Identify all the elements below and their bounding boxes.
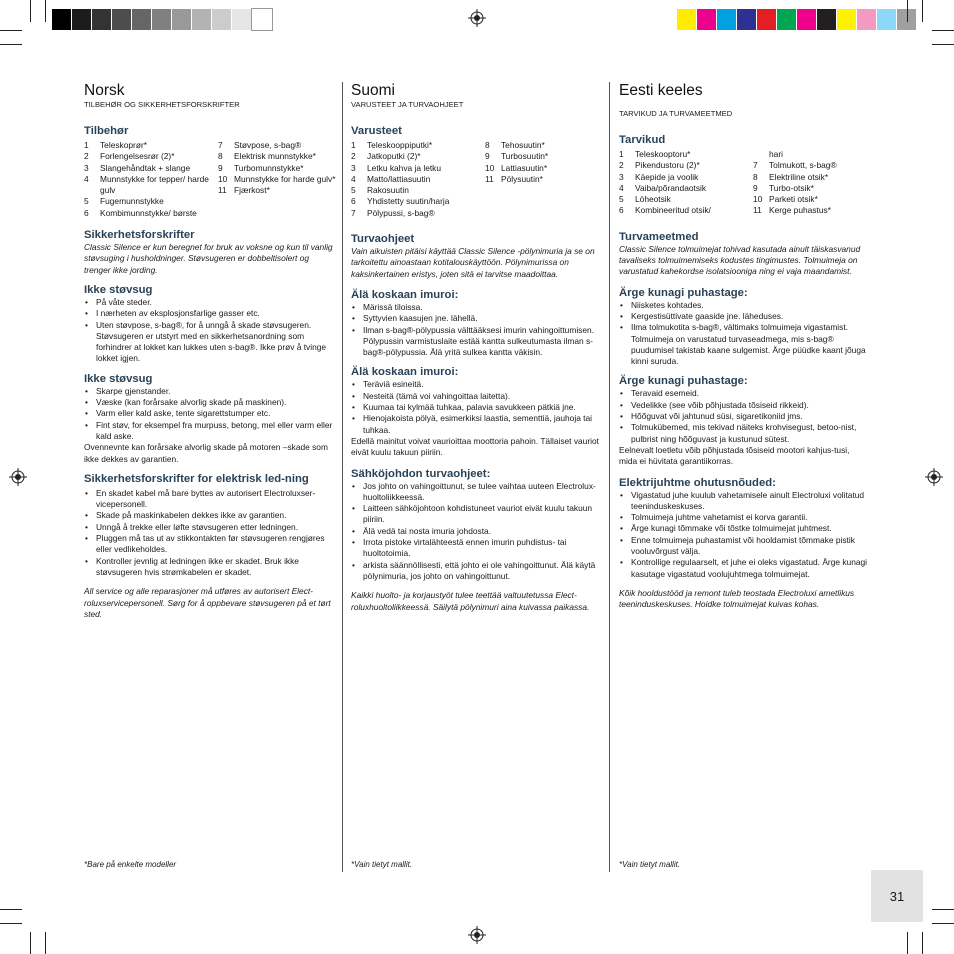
list-item: • Skade på maskinkabelen dekkes ikke av garantien. bbox=[84, 510, 336, 521]
crop-mark bbox=[932, 44, 954, 45]
color-swatch bbox=[677, 9, 697, 30]
heading-varusteet: Varusteet bbox=[351, 125, 402, 137]
accessory-item bbox=[84, 140, 218, 151]
list-item: • Skarpe gjenstander. bbox=[84, 386, 336, 397]
accessory-item bbox=[485, 151, 603, 162]
list-item: • arkista säännöllisesti, että johto ei ole vahingoittunut. Älä käytä pölynimuria, jos johto on vahingoittunut. bbox=[351, 560, 603, 583]
color-swatch bbox=[757, 9, 777, 30]
item-number: 2 bbox=[84, 151, 89, 162]
item-label: Pölypussi, s-bag® bbox=[367, 207, 435, 218]
item-label: Lattiasuutin* bbox=[501, 162, 548, 173]
crop-mark bbox=[932, 923, 954, 924]
crop-mark bbox=[0, 30, 22, 31]
grayscale-calibration-bar bbox=[52, 9, 272, 30]
item-number: 3 bbox=[619, 171, 624, 182]
list-item: • Ilman s-bag®-pölypussia välttääksesi imurin vahingoittumisen. Pölypussin varmistuslaite estää kantta sulkeutumasta ilman s-bag®-pölypussia. Älä yritä sulkea kantta väkisin. bbox=[351, 325, 603, 359]
accessory-list-left bbox=[84, 140, 218, 219]
item-label: Turbosuutin* bbox=[501, 151, 549, 162]
item-number: 3 bbox=[84, 162, 89, 173]
heading-arge-kunagi: Ärge kunagi puhastage: bbox=[619, 286, 748, 299]
color-swatch bbox=[857, 9, 877, 30]
item-number: 8 bbox=[753, 171, 758, 182]
list-item: • Varm eller kald aske, tente sigarettstumper etc. bbox=[84, 408, 336, 419]
item-label: Kerge puhastus* bbox=[769, 205, 831, 216]
item-number: 8 bbox=[485, 140, 490, 150]
list-item: • Niisketes kohtades. bbox=[619, 300, 871, 311]
suomi-column bbox=[351, 82, 603, 613]
item-label: Pölysuutin* bbox=[501, 173, 543, 184]
color-swatch bbox=[92, 9, 112, 30]
bullet-list bbox=[351, 379, 603, 435]
footnote: *Bare på enkelte modeller bbox=[84, 860, 177, 869]
accessory-item bbox=[218, 163, 336, 174]
crop-mark bbox=[922, 932, 923, 954]
accessory-item bbox=[218, 151, 336, 162]
paragraph: Eelnevalt loetletu võib põhjustada tõsiseid mootori kahjus-tusi, mida ei hüvitata garantiikorras. bbox=[619, 444, 850, 467]
list-item: • I nærheten av eksplosjonsfarlige gasser etc. bbox=[84, 308, 336, 319]
crop-mark bbox=[907, 932, 908, 954]
item-number: 2 bbox=[619, 160, 624, 171]
item-label: Forlengelsesrør (2)* bbox=[100, 151, 175, 162]
item-number: 6 bbox=[351, 196, 356, 207]
accessory-item bbox=[753, 160, 871, 171]
item-label: Elektriline otsik* bbox=[769, 171, 829, 182]
accessory-item bbox=[485, 140, 603, 151]
item-number: 10 bbox=[753, 194, 763, 205]
list-item: • Syttyvien kaasujen jne. lähellä. bbox=[351, 313, 603, 324]
list-item: • Fint støv, for eksempel fra murpuss, betong, mel eller varm eller kald aske. bbox=[84, 420, 336, 443]
heading-sikkerhet: Sikkerhetsforskrifter bbox=[84, 229, 195, 242]
heading-ala-koskaan: Älä koskaan imuroi: bbox=[351, 366, 459, 379]
color-swatch bbox=[777, 9, 797, 30]
accessory-item bbox=[351, 174, 485, 185]
safety-intro: Classic Silence tolmuimejat tohivad kasutada ainult täiskasvanud tavaliseks tolmuimemiseks kodustes tingimustes. Tolmuimeja on varustatud kahekordse isolatsiooniga ning ei vaja maandamist. bbox=[619, 243, 861, 277]
accessory-item bbox=[619, 172, 753, 183]
item-label: Teleskooppiputki* bbox=[367, 140, 433, 150]
item-label: Turbo-otsik* bbox=[769, 182, 814, 193]
item-label: Rakosuutin bbox=[367, 185, 409, 196]
list-item: • Væske (kan forårsake alvorlig skade på maskinen). bbox=[84, 397, 336, 408]
accessory-item bbox=[619, 205, 753, 216]
accessory-item bbox=[84, 151, 218, 162]
heading-turvameetmed: Turvameetmed bbox=[619, 230, 699, 243]
crop-mark bbox=[30, 932, 31, 954]
bullet-list bbox=[351, 481, 603, 583]
item-label: Slangehåndtak + slange bbox=[100, 162, 191, 173]
footnote: *Vain tietyt mallit. bbox=[351, 860, 413, 869]
service-note: Kõik hooldustööd ja remont tuleb teostada Electroluxi ametlikus teeninduskeskuses. Hoidke tolmuimejat kuivas kohas. bbox=[619, 587, 855, 610]
item-number: 7 bbox=[218, 140, 223, 150]
heading-elektrijuhe: Elektrijuhtme ohutusnõuded: bbox=[619, 476, 776, 489]
color-swatch bbox=[252, 9, 272, 30]
item-number: 10 bbox=[485, 162, 495, 173]
list-item: • Pluggen må tas ut av stikkontakten før støvsugeren rengjøres eller vedlikeholdes. bbox=[84, 533, 336, 556]
section-title: Eesti keeles bbox=[619, 82, 703, 99]
item-number: 7 bbox=[351, 207, 356, 218]
bullet-list bbox=[84, 386, 336, 442]
item-number: 11 bbox=[485, 173, 494, 184]
color-swatch bbox=[132, 9, 152, 30]
accessory-item bbox=[84, 174, 218, 197]
accessory-item bbox=[753, 194, 871, 205]
item-label: Teleskooptoru* bbox=[635, 149, 691, 159]
registration-mark-icon bbox=[468, 926, 486, 944]
item-label: Fugemunnstykke bbox=[100, 196, 164, 207]
crop-mark bbox=[922, 0, 923, 22]
bullet-list bbox=[619, 300, 871, 368]
item-label: Tolmukott, s-bag® bbox=[769, 160, 837, 171]
color-swatch bbox=[192, 9, 212, 30]
section-subtitle: TARVIKUD JA TURVAMEETMED bbox=[619, 109, 733, 118]
list-item: • Ilma tolmukotita s-bag®, vältimaks tolmuimeja vigastamist. Tolmuimeja on varustatud turvaseadmega, mis s-bag® puudumisel takistab kaane sulgemist. Ärge püüdke kaant jõuga kinni suruda. bbox=[619, 322, 871, 367]
footnote: *Vain tietyt mallit. bbox=[619, 860, 681, 869]
accessory-item bbox=[753, 172, 871, 183]
item-label: Yhdistetty suutin/harja bbox=[367, 196, 450, 207]
safety-intro: Vain aikuisten pitäisi käyttää Classic Silence -pölynimuria ja se on tarkoitettu ainoastaan kotitalouskäyttöön. Pölynimurissa on kaksinkertainen eristys, joten sitä ei tarvitse maadoittaa. bbox=[351, 246, 595, 279]
color-swatch bbox=[737, 9, 757, 30]
heading-elektrisk: Sikkerhetsforskrifter for elektrisk led-ning bbox=[84, 472, 309, 485]
accessory-item bbox=[218, 140, 336, 151]
item-label: Munnstykke for harde gulv* bbox=[234, 173, 336, 184]
color-calibration-bar bbox=[677, 9, 917, 30]
accessory-list-right bbox=[485, 140, 603, 219]
heading-ikke-stovsug: Ikke støvsug bbox=[84, 283, 153, 296]
item-label: Fjærkost* bbox=[234, 185, 270, 196]
item-number: 9 bbox=[753, 182, 758, 193]
service-note: Kaikki huolto- ja korjaustyöt tulee teettää valtuutetussa Elect-roluxhuoltoliikkeessä. Säilytä pölynimuri aina kuivassa paikassa. bbox=[351, 590, 590, 612]
item-number: 6 bbox=[619, 205, 624, 216]
accessory-item bbox=[485, 174, 603, 185]
eesti-column bbox=[619, 82, 871, 611]
item-label: Teleskoprør* bbox=[100, 140, 148, 150]
crop-mark bbox=[932, 909, 954, 910]
item-number: 9 bbox=[218, 162, 223, 173]
accessory-item bbox=[351, 151, 485, 162]
color-swatch bbox=[172, 9, 192, 30]
item-label: Munnstykke for tepper/ harde gulv bbox=[100, 173, 209, 196]
registration-mark-icon bbox=[925, 468, 943, 486]
item-number: 10 bbox=[218, 173, 228, 184]
item-label: Kombineeritud otsik/ bbox=[635, 205, 711, 216]
item-label: Turbomunnstykke* bbox=[234, 162, 304, 173]
heading-sahkojohto: Sähköjohdon turvaohjeet: bbox=[351, 467, 491, 480]
registration-mark-icon bbox=[9, 468, 27, 486]
item-number: 5 bbox=[619, 194, 624, 205]
list-item: • Kergestisüttivate gaaside jne. läheduses. bbox=[619, 311, 871, 322]
accessory-list-right bbox=[753, 149, 871, 217]
safety-intro: Classic Silence er kun beregnet for bruk av voksne og kun til vanlig støvsuging i husholdninger. Støvsugeren er dobbeltisolert og trenger ikke jording. bbox=[84, 242, 333, 275]
accessory-list bbox=[351, 140, 603, 219]
item-label: Letku kahva ja letku bbox=[367, 162, 442, 173]
paragraph: Ovennevnte kan forårsake alvorlig skade på motoren –skade som ikke dekkes av garantien. bbox=[84, 442, 328, 464]
item-number: 4 bbox=[351, 173, 356, 184]
item-label: Parketi otsik* bbox=[769, 194, 818, 205]
color-swatch bbox=[797, 9, 817, 30]
item-number: 2 bbox=[351, 151, 356, 162]
bullet-list bbox=[619, 490, 871, 580]
section-subtitle: VARUSTEET JA TURVAOHJEET bbox=[351, 100, 464, 109]
heading-ala-koskaan: Älä koskaan imuroi: bbox=[351, 288, 459, 301]
accessory-list-right bbox=[218, 140, 336, 219]
color-swatch bbox=[717, 9, 737, 30]
accessory-item bbox=[84, 208, 218, 219]
item-number: 11 bbox=[218, 185, 227, 196]
crop-mark bbox=[0, 923, 22, 924]
accessory-item bbox=[84, 196, 218, 207]
registration-mark-icon bbox=[468, 9, 486, 27]
list-item: • Märissä tiloissa. bbox=[351, 302, 603, 313]
accessory-item bbox=[619, 194, 753, 205]
list-item: • Kuumaa tai kylmää tuhkaa, palavia savukkeen pätkiä jne. bbox=[351, 402, 603, 413]
crop-mark bbox=[907, 0, 908, 22]
item-label: Löheotsik bbox=[635, 194, 671, 205]
item-number: 4 bbox=[619, 182, 624, 193]
item-number: 1 bbox=[619, 149, 624, 159]
crop-mark bbox=[45, 932, 46, 954]
item-number: 5 bbox=[84, 196, 89, 207]
color-swatch bbox=[72, 9, 92, 30]
color-swatch bbox=[112, 9, 132, 30]
item-label: Elektrisk munnstykke* bbox=[234, 151, 316, 162]
list-item: • Irrota pistoke virtalähteestä ennen imurin puhdistus- tai huoltotoimia. bbox=[351, 537, 603, 560]
list-item: • Tolmukübemed, mis tekivad näiteks krohvisegust, betoo-nist, pulbrist ning hõõguvast ja kustunud sütest. bbox=[619, 422, 871, 445]
bullet-list bbox=[619, 388, 871, 444]
accessory-item bbox=[218, 174, 336, 185]
color-swatch bbox=[212, 9, 232, 30]
heading-arge-kunagi: Ärge kunagi puhastage: bbox=[619, 375, 748, 388]
accessory-item bbox=[351, 140, 485, 151]
list-item: • Hõõguvat või jahtunud süsi, sigaretikoniid jms. bbox=[619, 411, 871, 422]
list-item: • Unngå å trekke eller løfte støvsugeren etter ledningen. bbox=[84, 522, 336, 533]
list-item: • Kontrollige regulaarselt, et juhe ei oleks vigastatud. Ärge kunagi kasutage vigastatud voolujuhtmega tolmuimejat. bbox=[619, 557, 871, 580]
accessory-item bbox=[485, 163, 603, 174]
item-number bbox=[753, 149, 769, 160]
norsk-column bbox=[84, 82, 336, 620]
paragraph: Edellä mainitut voivat vaurioittaa moottoria pahoin. Tällaiset vauriot eivät kuulu takuun piiriin. bbox=[351, 435, 599, 458]
bullet-list bbox=[351, 302, 603, 358]
heading-ikke-stovsug: Ikke støvsug bbox=[84, 372, 153, 385]
list-item: • Hienojakoista pölyä, esimerkiksi laastia, sementtiä, jauhoja tai tuhkaa. bbox=[351, 413, 603, 436]
list-item: • Vigastatud juhe kuulub vahetamisele ainult Electroluxi volitatud teeninduskeskuses. bbox=[619, 490, 871, 513]
heading-tilbehor: Tilbehør bbox=[84, 125, 129, 137]
accessory-item bbox=[218, 185, 336, 196]
accessory-list-left bbox=[619, 149, 753, 217]
section-subtitle: TILBEHØR OG SIKKERHETSFORSKRIFTER bbox=[84, 100, 240, 109]
item-number: 8 bbox=[218, 151, 223, 162]
item-label: Jatkoputki (2)* bbox=[367, 151, 421, 162]
item-label: Tehosuutin* bbox=[501, 140, 545, 150]
accessory-item bbox=[351, 163, 485, 174]
list-item: • Vedelikke (see võib põhjustada tõsiseid rikkeid). bbox=[619, 400, 871, 411]
list-item: • Ärge kunagi tõmmake või tõstke tolmuimejat juhtmest. bbox=[619, 523, 871, 534]
accessory-list bbox=[84, 140, 336, 219]
list-item: • Tolmuimeja juhtme vahetamist ei korva garantii. bbox=[619, 512, 871, 523]
list-item: • Älä vedä tai nosta imuria johdosta. bbox=[351, 526, 603, 537]
item-number: 11 bbox=[753, 205, 762, 216]
list-item: • Laitteen sähköjohtoon kohdistuneet vauriot eivät kuulu takuun piiriin. bbox=[351, 503, 603, 526]
heading-tarvikud: Tarvikud bbox=[619, 134, 666, 146]
crop-mark bbox=[932, 30, 954, 31]
list-item: • Kontroller jevnlig at ledningen ikke er skadet. Bruk ikke støvsugeren hvis strømkabelen er skadet. bbox=[84, 556, 336, 579]
color-swatch bbox=[877, 9, 897, 30]
column-divider bbox=[609, 82, 610, 872]
item-number: 6 bbox=[84, 207, 89, 218]
section-title: Suomi bbox=[351, 82, 395, 99]
item-label: Kombimunnstykke/ børste bbox=[100, 207, 197, 218]
item-number: 7 bbox=[753, 160, 758, 171]
accessory-list-left bbox=[351, 140, 485, 219]
item-label: Vaiba/põrandaotsik bbox=[635, 182, 707, 193]
page-number: 31 bbox=[871, 870, 923, 922]
service-note: All service og alle reparasjoner må utføres av autorisert Elect-roluxservicepersonell. Sørg for å oppbevare støvsugeren på et tørt sted. bbox=[84, 586, 331, 619]
accessory-item bbox=[753, 205, 871, 216]
accessory-item bbox=[753, 149, 871, 160]
accessory-item bbox=[619, 149, 753, 160]
list-item: • Nesteitä (tämä voi vahingoittaa laitetta). bbox=[351, 391, 603, 402]
item-label: Pikendustoru (2)* bbox=[635, 160, 700, 171]
item-number: 4 bbox=[84, 173, 89, 184]
list-item: • Jos johto on vahingoittunut, se tulee vaihtaa uuteen Electrolux-huoltoliikkeessä. bbox=[351, 481, 603, 504]
accessory-item bbox=[351, 185, 485, 196]
list-item: • En skadet kabel må bare byttes av autorisert Electroluxser-vicepersonell. bbox=[84, 488, 336, 511]
item-label: Käepide ja voolik bbox=[635, 171, 699, 182]
accessory-item bbox=[753, 183, 871, 194]
color-swatch bbox=[837, 9, 857, 30]
accessory-item bbox=[619, 183, 753, 194]
list-item: • Teräviä esineitä. bbox=[351, 379, 603, 390]
column-divider bbox=[342, 82, 343, 872]
item-number: 5 bbox=[351, 185, 356, 196]
color-swatch bbox=[697, 9, 717, 30]
item-label: Matto/lattiasuutin bbox=[367, 173, 431, 184]
crop-mark bbox=[30, 0, 31, 22]
list-item: • Uten støvpose, s-bag®, for å unngå å skade støvsugeren. Støvsugeren er utstyrt med en sikkerhetsanordning som forhindrer at lokket kan lukkes uten s-bag®. Ikke prøv å tvinge lokket igjen. bbox=[84, 320, 336, 365]
item-label: hari bbox=[769, 149, 783, 159]
bullet-list bbox=[84, 488, 336, 578]
item-number: 3 bbox=[351, 162, 356, 173]
accessory-item bbox=[351, 208, 485, 219]
item-number: 9 bbox=[485, 151, 490, 162]
color-swatch bbox=[817, 9, 837, 30]
color-swatch bbox=[152, 9, 172, 30]
section-title: Norsk bbox=[84, 82, 125, 99]
list-item: • Teravaid esemeid. bbox=[619, 388, 871, 399]
list-item: • På våte steder. bbox=[84, 297, 336, 308]
accessory-item bbox=[84, 163, 218, 174]
bullet-list bbox=[84, 297, 336, 365]
item-number: 1 bbox=[84, 140, 89, 150]
crop-mark bbox=[0, 909, 22, 910]
accessory-item bbox=[619, 160, 753, 171]
color-swatch bbox=[52, 9, 72, 30]
crop-mark bbox=[0, 44, 22, 45]
crop-mark bbox=[45, 0, 46, 22]
item-label: Støvpose, s-bag® bbox=[234, 140, 302, 150]
heading-turvaohjeet: Turvaohjeet bbox=[351, 233, 415, 246]
accessory-list bbox=[619, 149, 871, 217]
color-swatch bbox=[232, 9, 252, 30]
accessory-item bbox=[351, 196, 485, 207]
list-item: • Enne tolmuimeja puhastamist või hooldamist tõmmake pistik vooluvõrgust välja. bbox=[619, 535, 871, 558]
item-number: 1 bbox=[351, 140, 356, 150]
